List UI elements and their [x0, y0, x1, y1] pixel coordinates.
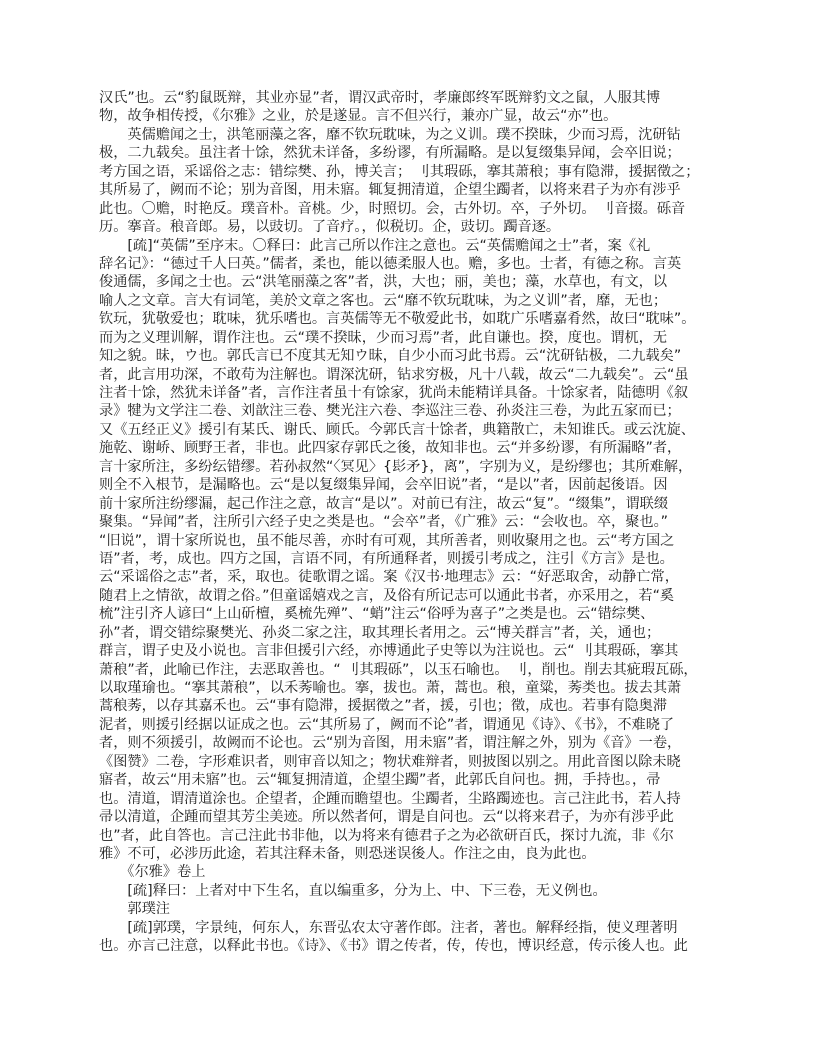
text-line: 寤者，故云“用未寤”也。云“辄复拥清道，企望尘躅”者，此郭氏自问也。拥，手持也。，帚 — [99, 772, 661, 789]
text-line: 蒿稂莠，以存其嘉禾也。云“事有隐滞，援据徵之”者，援，引也；徵，成也。若事有隐奥滞 — [99, 698, 668, 715]
text-line: 《尔雅》卷上 — [99, 864, 206, 881]
text-line: 聚集。“异闻”者，注所引六经子史之类是也。“会卒”者，《广雅》云：“会收也。卒，聚也。” — [99, 514, 669, 531]
text-line: 萧稂”者，此喻已作注，去恶取善也。“ 刂其瑕砾”，以玉石喻也。 刂，削也。削去其疵瑕瓦砾， — [99, 661, 698, 678]
text-line: 雅》不可，必涉历此途，若其注释未备，则恐迷误後人。作注之由，良为此也。 — [99, 845, 596, 862]
text-line: 泥者，则援引经据以证成之也。云“其所易了，阙而不论”者，谓通见《诗》、《书》，不难晓了 — [99, 716, 675, 733]
text-line: 语”者，考，成也。四方之国，言语不同，有所通释者，则援引考成之，注引《方言》是也。 — [99, 550, 674, 567]
text-line: 也”者，此自答也。言己注此书非他，以为将来有德君子之为必欲研百氏，探讨九流，非《尔 — [99, 827, 674, 844]
text-line: 《图赞》二卷，字形难识者，则审音以知之；物状难辩者，则披图以别之。用此音图以除未晓 — [99, 753, 681, 770]
text-line: 录》犍为文学注二卷、刘歆注三卷、樊光注六卷、李巡注三卷、孙炎注三卷，为此五家而已； — [99, 403, 681, 420]
text-line: 群言，谓子史及小说也。言非但援引六经，亦博通此子史等以为注说也。云“ 刂其瑕砾，搴其 — [99, 643, 679, 660]
text-line: 前十家所注纷缪漏，起己作注之意，故言“是以”。对前已有注，故云“复”。“缀集”，谓联缀 — [99, 495, 669, 512]
text-line: 其所易了，阙而不论；别为音图，用未寤。辄复拥清道，企望尘躅者，以将来君子为亦有涉乎 — [99, 182, 681, 199]
text-line: [疏]郭璞，字景纯，何东人，东晋弘农太守著作郎。注者，著也。解释经指，使义理著明 — [99, 919, 678, 936]
text-line: [疏]“英儒”至序末。〇释曰：此言己所以作注之意也。云“英儒赡闻之士”者，案《礼 — [99, 237, 651, 254]
text-line: 者，则不须援引，故阙而不论也。云“别为音图，用未寤”者，谓注解之外，别为《音》一卷， — [99, 735, 682, 752]
text-line: 者，此言用功深，不敢苟为注解也。谓深沈研，钻求穷极，凡十八载，故云“二九载矣”。云“虽 — [99, 366, 689, 383]
text-line: 帚以清道，企踵而望其芳尘美迹。所以然者何，谓是自问也。云“以将来君子，为亦有涉乎此 — [99, 809, 674, 826]
text-line: 而为之义理训解，谓作注也。云“璞不揆昧，少而习焉”者，此自谦也。揆，度也。谓杌，无 — [99, 329, 668, 346]
text-line: 极，二九载矣。虽注者十馀，然犹未详备，多纷谬，有所漏略。是以复缀集异闻，会卒旧说； — [99, 145, 681, 162]
text-line: 郭璞注 — [99, 901, 170, 918]
text-line: 也。亦言己注意，以释此书也。《诗》、《书》谓之传者，传，传也，博识经意，传示後人也。此 — [99, 938, 688, 955]
text-line: 物，故争相传授，《尔雅》之业，於是遂显。言不但兴行，兼亦广显，故云“亦”也。 — [99, 108, 618, 125]
text-line: 云“采谣俗之志”者，采，取也。徒歌谓之谣。案《汉书·地理志》云：“好恶取舍，动静亡常， — [99, 569, 679, 586]
text-line: 钦玩，犹敬爱也；耽味，犹乐嗜也。言英儒等无不敬爱此书，如耽广乐嗜嘉肴然，故曰“耽味”。 — [99, 311, 696, 328]
text-line: 梳”注引齐人谚曰“上山斫檀，奚梳先殚”、“蛸”注云“俗呼为喜子”之类是也。云“错综樊、 — [99, 606, 655, 623]
body-text — [99, 89, 725, 956]
text-line: 喻人之文章。言大有词笔，美於文章之客也。云“靡不钦玩耽味，为之义训”者，靡，无也； — [99, 292, 668, 309]
text-line: 也。清道，谓清道涂也。企望者，企踵而瞻望也。尘躅者，尘路躅迹也。言己注此书，若人持 — [99, 790, 681, 807]
text-line: [疏]释曰：上者对中下生名，直以编重多，分为上、中、下三卷，无义例也。 — [99, 882, 607, 899]
text-line: “旧说”，谓十家所说也，虽不能尽善，亦时有可观，其所善者，则收聚用之也。云“考方国之 — [99, 532, 675, 549]
text-line: 随君上之情欲，故谓之俗。”但童谣嬉戏之言，及俗有所记志可以通此书者，亦采用之，若“奚 — [99, 587, 675, 604]
text-line: 历。搴音。稂音郎。易，以豉切。了音疗。，似税切。企，豉切。躅音逐。 — [99, 219, 561, 236]
text-line: 又《五经正义》援引有某氏、谢氏、顾氏。今郭氏言十馀者，典籍散亡，未知谁氏。或云沈旋、 — [99, 421, 695, 438]
text-line: 考方国之语，采谣俗之志：错综樊、孙，博关言； 刂其瑕砾，搴其萧稂；事有隐滞，援据徵之； — [99, 163, 700, 180]
text-line: 施乾、谢峤、顾野王者，非也。此四家存郭氏之後，故知非也。云“并多纷谬，有所漏略”者， — [99, 440, 682, 457]
text-line: 俊通儒，多闻之士也。云“洪笔丽藻之客”者，洪，大也；丽，美也；藻，水草也，有文，以 — [99, 274, 668, 291]
text-line: 注者十馀，然犹未详备”者，言作注者虽十有馀家，犹尚未能精详具备。十馀家者，陆德明《叙 — [99, 385, 689, 401]
text-line: 英儒赡闻之士，洪笔丽藻之客，靡不钦玩耽味，为之义训。璞不揆昧，少而习焉，沈研钻 — [99, 126, 681, 143]
text-line: 言十家所注，多纷纭错缪。若孙叔然“〈冥见〉{髟矛}，离”，字别为义，是纷缪也；其所难解， — [99, 458, 693, 475]
text-line: 则全不入根节，是漏略也。云“是以复缀集异闻，会卒旧说”者，“是以”者，因前起後语。因 — [99, 477, 668, 494]
text-line: 知之貌。昧，ウ也。郭氏言已不度其无知ウ昧，自少小而习此书焉。云“沈研钻极，二九载矣” — [99, 348, 682, 365]
text-line: 孙”者，谓交错综聚樊光、孙炎二家之注，取其理长者用之。云“博关群言”者，关，通也； — [99, 624, 661, 641]
text-line: 辞名记》：“德过千人曰英。”儒者，柔也，能以德柔服人也。赡，多也。士者，有德之称。言英 — [99, 255, 682, 272]
text-line: 以取瑾瑜也。“搴其萧稂”，以禾莠喻也。搴，拔也。萧，蒿也。稂，童粱，莠类也。拔去其萧 — [99, 680, 682, 696]
text-line: 此也。〇赡，时艳反。璞音朴。音桃。少，时照切。会，古外切。卒，子外切。 刂音掇。砾音 — [99, 200, 686, 217]
text-line: 汉氏”也。云“豹鼠既辩，其业亦显”者，谓汉武帝时，孝廉郎终军既辩豹文之鼠，人服其博 — [99, 90, 661, 106]
